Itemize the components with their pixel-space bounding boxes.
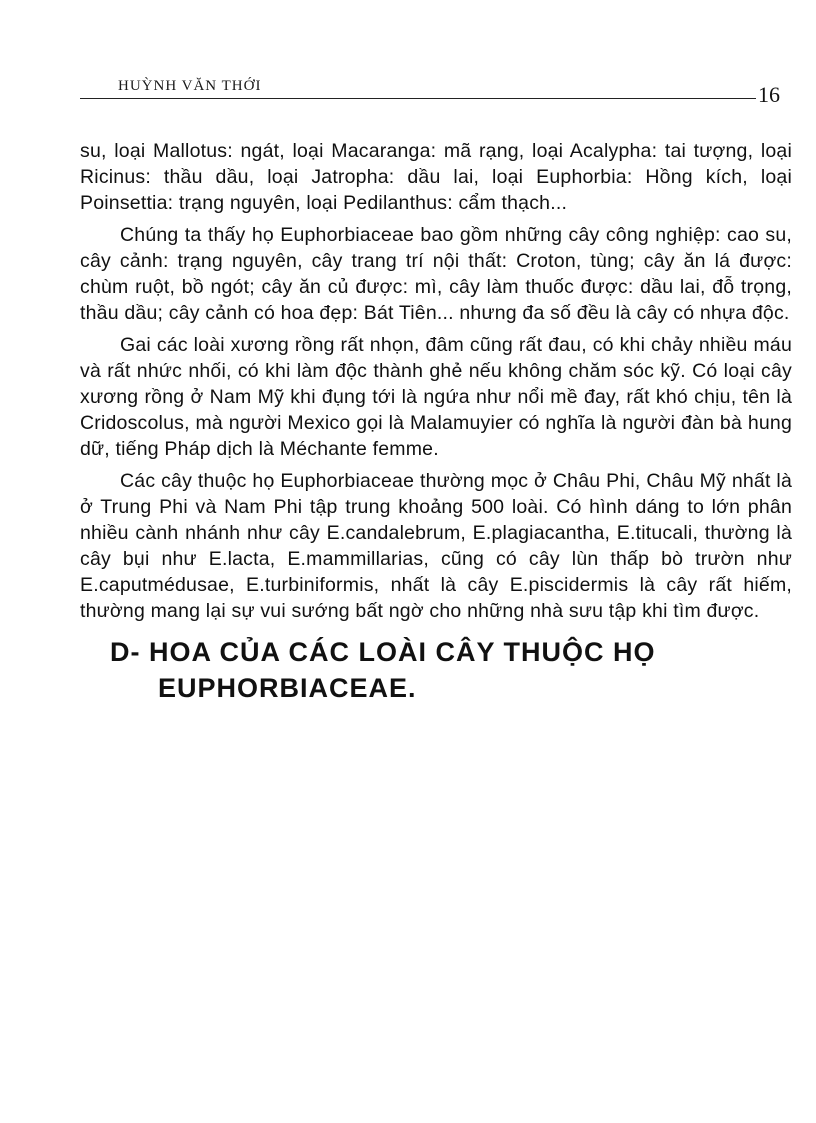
section-heading	[80, 634, 792, 706]
paragraph-distribution: Các cây thuộc họ Euphorbiaceae thường mọc ở Châu Phi, Châu Mỹ nhất là ở Trung Phi và Nam Phi tập trung khoảng 500 loài. Có hình dáng to lớn phân nhiều cành nhánh như cây E.candalebrum, E.plagiacantha, E.titucali, thường là cây bụi như E.lacta, E.mammillarias, cũng có cây lùn thấp bò trườn như E.caputmédusae, E.turbiniformis, nhất là cây E.piscidermis là cây rất hiếm, thường mang lại sự vui sướng bất ngờ cho những nhà sưu tập khi tìm được.	[80, 470, 792, 622]
section-heading-line2: EUPHORBIACEAE.	[158, 673, 417, 703]
paragraph-continuation: su, loại Mallotus: ngát, loại Macaranga: mã rạng, loại Acalypha: tai tượng, loại Ricinus: thầu dầu, loại Jatropha: dầu lai, loại Euphorbia: Hồng kích, loại Poinsettia: trạng nguyên, loại Pedilanthus: cẩm thạch...	[80, 140, 792, 214]
page-header	[80, 70, 786, 110]
page-body	[80, 138, 792, 706]
header-rule	[80, 98, 756, 99]
section-heading-line1: D- HOA CỦA CÁC LOÀI CÂY THUỘC HỌ	[110, 637, 656, 667]
page-number: 16	[758, 82, 780, 107]
paragraph-euphorbiaceae-uses: Chúng ta thấy họ Euphorbiaceae bao gồm những cây công nghiệp: cao su, cây cảnh: trạng nguyên, cây trang trí nội thất: Croton, tùng; cây ăn lá được: chùm ruột, bồ ngót; cây ăn củ được: mì, cây làm thuốc được: dầu lai, đỗ trọng, thầu dầu; cây cảnh có hoa đẹp: Bát Tiên... nhưng đa số đều là cây có nhựa độc.	[80, 224, 792, 324]
paragraph-cactus-spines: Gai các loài xương rồng rất nhọn, đâm cũng rất đau, có khi chảy nhiều máu và rất nhức nhối, có khi làm độc thành ghẻ nếu không chăm sóc kỹ. Có loại cây xương rồng ở Nam Mỹ khi đụng tới là ngứa như nổi mề đay, rất khó chịu, tên là Cridoscolus, mà người Mexico gọi là Malamuyier có nghĩa là người đàn bà hung dữ, tiếng Pháp dịch là Méchante femme.	[80, 334, 792, 460]
running-header-author: HUỲNH VĂN THỚI	[118, 78, 262, 94]
